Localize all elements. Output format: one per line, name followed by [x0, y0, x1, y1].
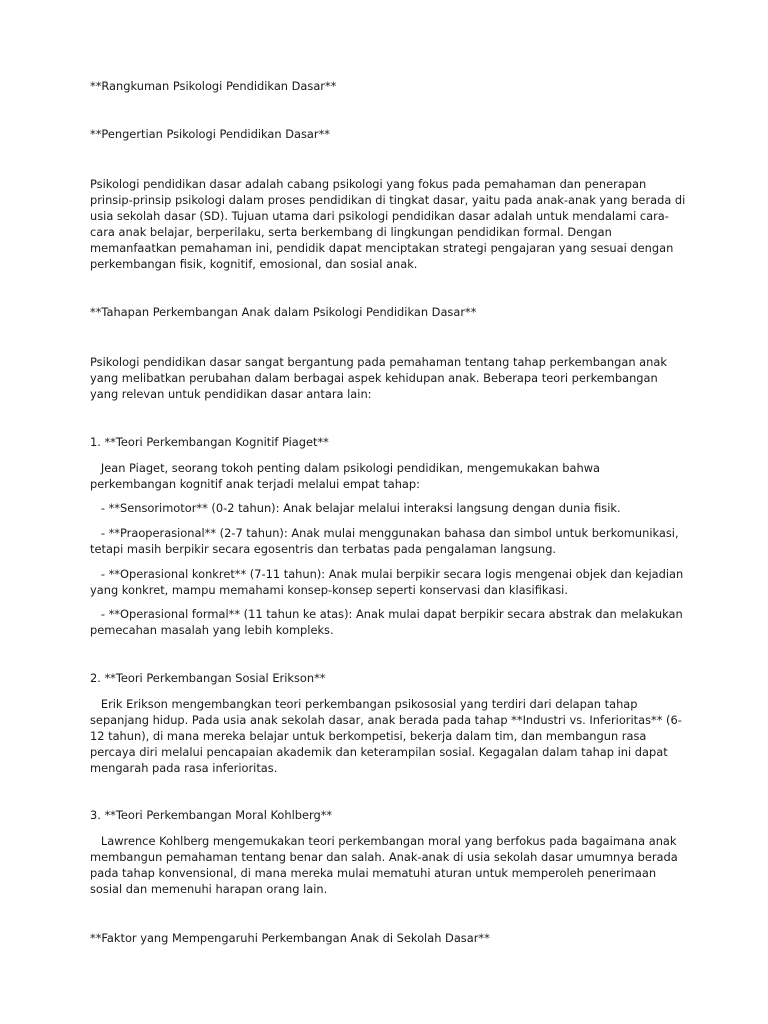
- list-item-sensorimotor: - **Sensorimotor** (0-2 tahun): Anak belajar melalui interaksi langsung dengan dunia fisik.: [90, 501, 621, 515]
- theory-heading-kohlberg: 3. **Teori Perkembangan Moral Kohlberg**: [90, 808, 333, 822]
- theory-heading-piaget: 1. **Teori Perkembangan Kognitif Piaget**: [90, 435, 329, 449]
- paragraph-erikson: Erik Erikson mengembangkan teori perkembangan psikososial yang terdiri dari delapan tahap sepanjang hidup. Pada usia anak sekolah dasar, anak berada pada tahap **Industri vs. Inferioritas** (6-12 tahun), di mana mereka belajar untuk berkompetisi, bekerja dalam tim, dan membangun rasa percaya diri melalui pencapaian akademik dan keterampilan sosial. Kegagalan dalam tahap ini dapat mengarah pada rasa inferioritas.: [90, 697, 682, 775]
- paragraph-pengertian: Psikologi pendidikan dasar adalah cabang psikologi yang fokus pada pemahaman dan penerapan prinsip-prinsip psikologi dalam proses pendidikan di tingkat dasar, yaitu pada anak-anak yang berada di usia sekolah dasar (SD). Tujuan utama dari psikologi pendidikan dasar adalah untuk mendalami cara-cara anak belajar, berperilaku, serta berkembang di lingkungan pendidikan formal. Dengan memanfaatkan pemahaman ini, pendidik dapat menciptakan strategi pengajaran yang sesuai dengan perkembangan fisik, kognitif, emosional, dan sosial anak.: [90, 177, 686, 271]
- document-title: **Rangkuman Psikologi Pendidikan Dasar**: [90, 79, 337, 93]
- paragraph-kohlberg: Lawrence Kohlberg mengemukakan teori perkembangan moral yang berfokus pada bagaimana anak membangun pemahaman tentang benar dan salah. Anak-anak di usia sekolah dasar umumnya berada pada tahap konvensional, di mana mereka mulai mematuhi aturan untuk memperoleh penerimaan sosial dan memenuhi harapan orang lain.: [90, 834, 682, 896]
- paragraph-piaget-intro: Jean Piaget, seorang tokoh penting dalam psikologi pendidikan, mengemukakan bahwa perkembangan kognitif anak terjadi melalui empat tahap:: [90, 461, 604, 491]
- list-item-praoperasional: - **Praoperasional** (2-7 tahun): Anak mulai menggunakan bahasa dan simbol untuk berkomunikasi, tetapi masih berpikir secara egosentris dan terbatas pada pengalaman langsung.: [90, 526, 683, 556]
- section-heading-faktor: **Faktor yang Mempengaruhi Perkembangan Anak di Sekolah Dasar**: [90, 931, 490, 945]
- paragraph-tahapan: Psikologi pendidikan dasar sangat bergantung pada pemahaman tentang tahap perkembangan anak yang melibatkan perubahan dalam berbagai aspek kehidupan anak. Beberapa teori perkembangan yang relevan untuk pendidikan dasar antara lain:: [90, 355, 667, 401]
- theory-heading-erikson: 2. **Teori Perkembangan Sosial Erikson**: [90, 671, 326, 685]
- list-item-operasional-konkret: - **Operasional konkret** (7-11 tahun): Anak mulai berpikir secara logis mengenai objek dan kejadian yang konkret, mampu memahami konsep-konsep seperti konservasi dan klasifikasi.: [90, 567, 687, 597]
- section-heading-tahapan: **Tahapan Perkembangan Anak dalam Psikologi Pendidikan Dasar**: [90, 305, 477, 319]
- list-item-operasional-formal: - **Operasional formal** (11 tahun ke atas): Anak mulai dapat berpikir secara abstrak dan melakukan pemecahan masalah yang lebih kompleks.: [90, 607, 687, 637]
- section-heading-pengertian: **Pengertian Psikologi Pendidikan Dasar**: [90, 127, 330, 141]
